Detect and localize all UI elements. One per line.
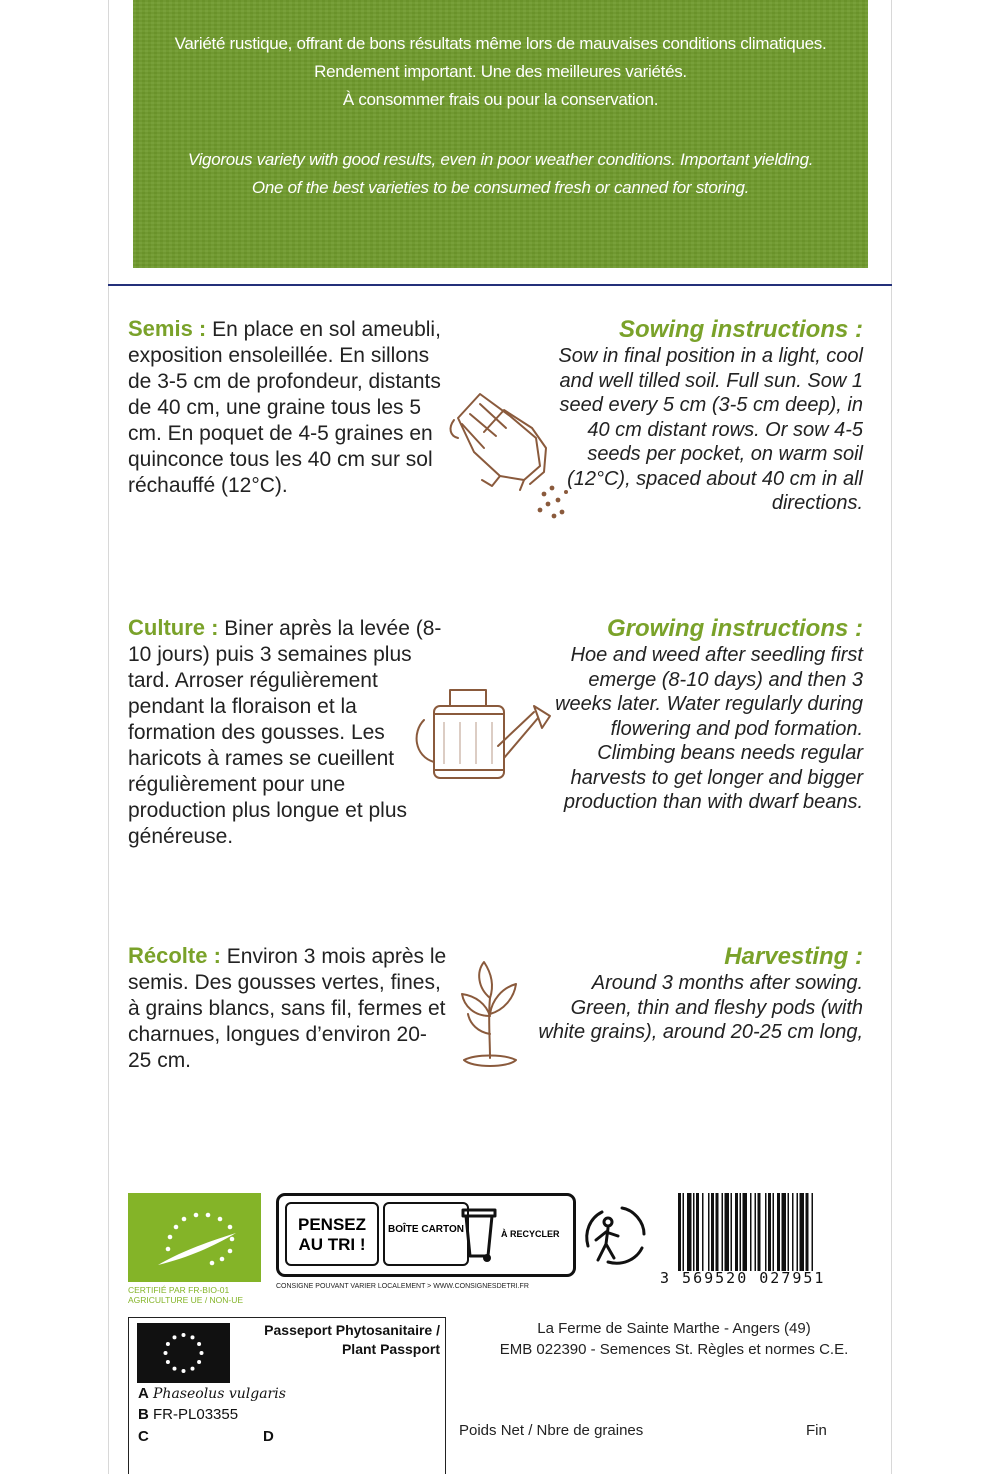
culture-fr-heading: Culture : [128, 615, 219, 640]
divider-rule [108, 284, 892, 286]
semis-en [533, 316, 863, 516]
barcode [660, 1193, 866, 1291]
barcode-bar [687, 1193, 692, 1271]
pensez-au-tri-label: PENSEZ AU TRI ! [285, 1202, 379, 1266]
passport-line-d [263, 1428, 274, 1445]
barcode-bar [743, 1193, 748, 1271]
passport-label-b: B [138, 1406, 149, 1423]
organic-cert-line: AGRICULTURE UE / NON-UE [128, 1295, 244, 1305]
semis-fr-heading: Semis : [128, 316, 207, 341]
semis-fr [128, 316, 448, 499]
recolte-en [533, 943, 863, 1045]
barcode-bar [750, 1193, 752, 1271]
eu-star [173, 1367, 177, 1371]
plant-passport-title [236, 1321, 440, 1359]
culture-fr [128, 615, 448, 850]
barcode-bar [773, 1193, 775, 1271]
barcode-bar [711, 1193, 714, 1271]
passport-line-b [138, 1406, 238, 1423]
barcode-bar [812, 1193, 814, 1271]
barcode-bar [735, 1193, 738, 1271]
recycling-info-box [276, 1193, 576, 1277]
a-recycler-label: À RECYCLER [501, 1229, 560, 1239]
recycling-bin-icon [459, 1204, 499, 1266]
address-line: La Ferme de Sainte Marthe - Angers (49) [537, 1320, 811, 1337]
barcode-bar [696, 1193, 699, 1271]
barcode-bar [777, 1193, 780, 1271]
barcode-bar [731, 1193, 733, 1271]
recolte-en-heading: Harvesting : [724, 943, 863, 970]
recolte-fr-heading: Récolte : [128, 943, 221, 968]
barcode-bar [792, 1193, 794, 1271]
culture-en [533, 615, 863, 815]
net-weight-label: Poids Net / Nbre de graines [459, 1422, 644, 1439]
recolte-fr-text: Environ 3 mois après le semis. Des gousses vertes, fines, à grains blancs, sans fil, fermes et charnues, longues d’environ 20-25 cm. [128, 945, 447, 1072]
passport-line-a [138, 1385, 286, 1402]
eu-star [197, 1342, 201, 1346]
barcode-number: 3 569520 027951 [660, 1269, 826, 1287]
intro-banner [133, 0, 868, 268]
plant-passport-title-line: Plant Passport [341, 1341, 440, 1357]
sprout-icon [456, 958, 524, 1072]
consigne-text: CONSIGNE POUVANT VARIER LOCALEMENT > WWW.CONSIGNESDETRI.FR [276, 1283, 529, 1290]
intro-en-line: One of the best varieties to be consumed fresh or canned for storing. [251, 178, 750, 197]
intro-french [133, 30, 868, 114]
intro-fr-line: Rendement important. Une des meilleures variétés. [314, 62, 687, 81]
eu-star [173, 1335, 177, 1339]
semis-fr-text: En place en sol ameubli, exposition ensoleillée. En sillons de 3-5 cm de profondeur, distants de 40 cm, une graine tous les 5 cm. En poquet de 4-5 graines en quinconce tous les 40 cm sur sol réchauffé (12°C). [128, 318, 441, 497]
barcode-bar [755, 1193, 757, 1271]
barcode-bar [722, 1193, 724, 1271]
gloves-seeds-icon [440, 388, 575, 523]
recolte-fr [128, 943, 448, 1074]
address-line: EMB 022390 - Semences St. Règles et normes C.E. [499, 1341, 849, 1358]
eu-organic-logo [128, 1193, 261, 1282]
eu-star [182, 1369, 186, 1373]
culture-fr-text: Biner après la levée (8-10 jours) puis 3 semaines plus tard. Arroser régulièrement pendant la floraison et la formation des gousses. Les haricots à rames se cueillent régulièrement pour une production plus longue et plus généreuse. [128, 617, 442, 848]
watering-can-icon [410, 676, 560, 786]
eu-star [197, 1360, 201, 1364]
barcode-bar [702, 1193, 704, 1271]
barcode-bar [725, 1193, 730, 1271]
culture-en-heading: Growing instructions : [607, 615, 863, 642]
barcode-bar [716, 1193, 719, 1271]
intro-fr-line: À consommer frais ou pour la conservation. [342, 90, 659, 109]
barcode-bar [708, 1193, 710, 1271]
barcode-bar [683, 1193, 685, 1271]
eu-star [191, 1335, 195, 1339]
producer-address [460, 1318, 888, 1360]
barcode-bar [797, 1193, 799, 1271]
passport-line-c [138, 1428, 149, 1445]
passport-species: Phaseolus vulgaris [153, 1386, 286, 1402]
barcode-bar [788, 1193, 790, 1271]
intro-fr-line: Variété rustique, offrant de bons résultats même lors de mauvaises conditions climatiques. [174, 34, 827, 53]
semis-en-text: Sow in final position in a light, cool and well tilled soil. Full sun. Sow 1 seed every 5 cm (3-5 cm deep), in 40 cm distant rows. Or sow 4-5 seeds per pocket, on warm soil (12°C), spaced about 40 cm in all directions. [558, 345, 863, 514]
triman-icon [582, 1202, 650, 1268]
barcode-bars [676, 1193, 866, 1271]
barcode-bar [782, 1193, 787, 1271]
passport-label-c: C [138, 1428, 149, 1445]
eu-flag-icon [137, 1323, 230, 1383]
eu-star [166, 1342, 170, 1346]
eu-star [200, 1351, 204, 1355]
eu-star [164, 1351, 168, 1355]
organic-certification [128, 1285, 268, 1305]
culture-en-text: Hoe and weed after seedling first emerge (8-10 days) and then 3 weeks later. Water regularly during flowering and pod formation. [555, 644, 863, 740]
barcode-bar [806, 1193, 809, 1271]
culture-en-text-2: Climbing beans needs regular harvests to get longer and bigger production than with dwarf beans. [563, 742, 863, 813]
barcode-bar [758, 1193, 761, 1271]
barcode-bar [693, 1193, 695, 1271]
barcode-bar [768, 1193, 771, 1271]
passport-registration: FR-PL03355 [153, 1406, 239, 1423]
eu-star [182, 1333, 186, 1337]
barcode-bar [740, 1193, 742, 1271]
semis-en-heading: Sowing instructions : [619, 316, 863, 343]
organic-cert-line: CERTIFIÉ PAR FR-BIO-01 [128, 1285, 230, 1295]
intro-en-line: Vigorous variety with good results, even in poor weather conditions. Important yielding. [187, 150, 814, 169]
barcode-bar [678, 1193, 681, 1271]
eu-star [166, 1360, 170, 1364]
passport-label-a: A [138, 1385, 149, 1402]
passport-label-d: D [263, 1428, 274, 1445]
barcode-bar [765, 1193, 767, 1271]
end-date-label: Fin [806, 1422, 827, 1439]
recolte-en-text: Around 3 months after sowing. Green, thin and fleshy pods (with white grains), around 20-25 cm long, [538, 972, 863, 1043]
barcode-bar [800, 1193, 805, 1271]
boite-carton-label: BOÎTE CARTON [383, 1202, 469, 1266]
plant-passport-title-line: Passeport Phytosanitaire / [264, 1322, 440, 1338]
intro-english [133, 146, 868, 202]
eu-star [191, 1367, 195, 1371]
